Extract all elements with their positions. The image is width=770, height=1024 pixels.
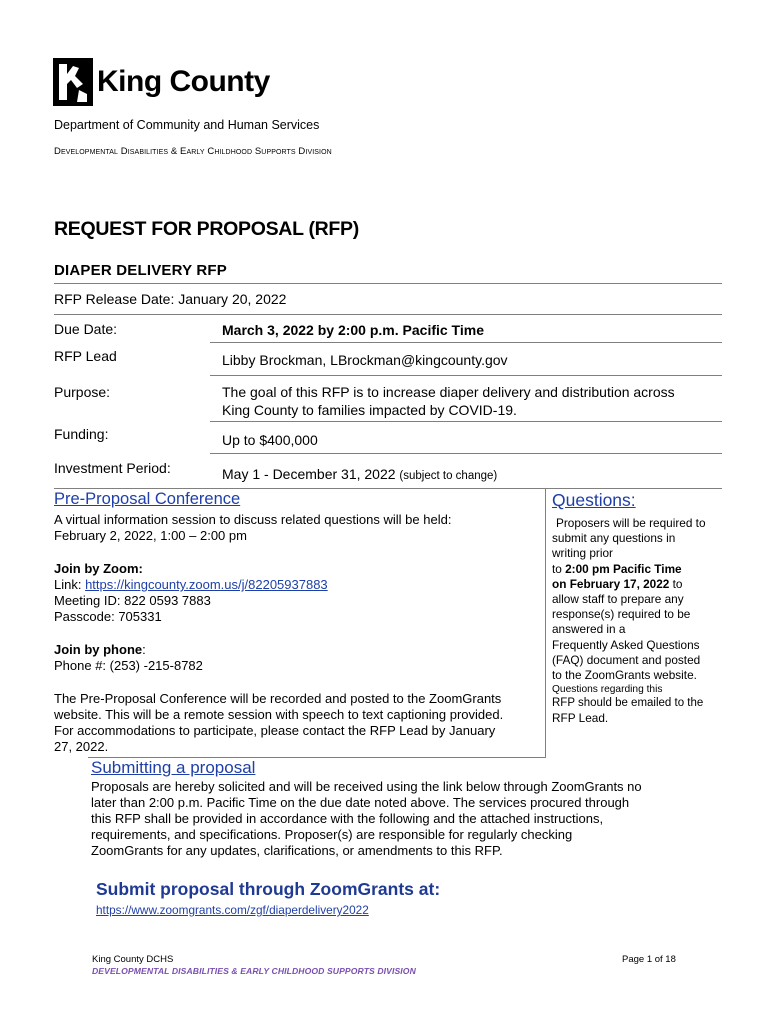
- recording-note-4: 27, 2022.: [54, 739, 109, 754]
- king-county-logo: [53, 58, 273, 106]
- pre-proposal-intro-1: A virtual information session to discuss related questions will be held:: [54, 512, 452, 527]
- divider: [210, 342, 722, 343]
- submitting-paragraph-1: Proposals are hereby solicited and will be received using the link below through ZoomGrants no: [91, 779, 642, 794]
- king-county-emblem-icon: [53, 58, 93, 106]
- questions-line: writing prior: [552, 546, 613, 561]
- questions-line: response(s) required to be: [552, 607, 691, 622]
- division-name: Developmental Disabilities & Early Childhood Supports Division: [54, 146, 332, 157]
- funding-value: Up to $400,000: [222, 432, 318, 448]
- release-date: RFP Release Date: January 20, 2022: [54, 291, 287, 307]
- divider: [54, 314, 722, 315]
- questions-line: RFP Lead.: [552, 711, 609, 726]
- questions-deadline-time: 2:00 pm Pacific Time: [565, 561, 682, 576]
- divider: [54, 488, 722, 489]
- questions-line: [552, 562, 722, 577]
- questions-line: Frequently Asked Questions: [552, 637, 700, 652]
- zoom-heading: Join by Zoom:: [54, 561, 143, 576]
- questions-line: Questions regarding this: [552, 684, 663, 696]
- zoom-link-row: [54, 577, 328, 593]
- zoomgrants-link[interactable]: https://www.zoomgrants.com/zgf/diaperdelivery2022: [96, 903, 369, 917]
- purpose-line-2: King County to families impacted by COVID-19.: [222, 402, 517, 418]
- phone-number: Phone #: (253) -215-8782: [54, 658, 203, 673]
- due-date-value: March 3, 2022 by 2:00 p.m. Pacific Time: [222, 322, 484, 338]
- due-date-label: Due Date:: [54, 321, 118, 337]
- recording-note-3: For accommodations to participate, please contact the RFP Lead by January: [54, 723, 496, 738]
- questions-line: submit any questions in: [552, 531, 676, 546]
- page-subtitle: DIAPER DELIVERY RFP: [54, 262, 227, 279]
- department-name: Department of Community and Human Services: [54, 118, 320, 132]
- questions-deadline-date: on February 17, 2022: [552, 576, 670, 591]
- questions-line: allow staff to prepare any: [552, 592, 684, 607]
- purpose-line-1: The goal of this RFP is to increase diaper delivery and distribution across: [222, 384, 675, 400]
- zoom-link[interactable]: https://kingcounty.zoom.us/j/82205937883: [85, 577, 328, 592]
- logo-text: King County: [97, 65, 270, 98]
- funding-label: Funding:: [54, 426, 109, 442]
- meeting-id: Meeting ID: 822 0593 7883: [54, 593, 211, 608]
- rfp-lead-label: RFP Lead: [54, 348, 117, 364]
- investment-period-note: (subject to change): [399, 470, 498, 482]
- questions-line: RFP should be emailed to the: [552, 697, 704, 710]
- purpose-label: Purpose:: [54, 384, 111, 400]
- column-divider: [545, 489, 546, 757]
- recording-note-2: website. This will be a remote session with speech to text captioning provided.: [54, 707, 504, 722]
- pre-proposal-intro-2: February 2, 2022, 1:00 – 2:00 pm: [54, 528, 247, 543]
- pre-proposal-heading: Pre-Proposal Conference: [54, 490, 241, 508]
- investment-period-label: Investment Period:: [54, 460, 171, 476]
- divider: [54, 283, 722, 284]
- questions-line: [552, 577, 722, 592]
- submit-cta-heading: Submit proposal through ZoomGrants at:: [96, 879, 441, 899]
- submitting-paragraph-2: later than 2:00 p.m. Pacific Time on the due date noted above. The services procured through: [91, 795, 630, 810]
- submitting-paragraph-3: this RFP shall be provided in accordance with the following and the attached instructions,: [91, 811, 604, 826]
- questions-text: to: [669, 576, 683, 591]
- questions-line: Proposers will be required to: [556, 516, 706, 530]
- page-title: REQUEST FOR PROPOSAL (RFP): [54, 218, 359, 240]
- phone-heading-row: [54, 642, 146, 658]
- passcode: Passcode: 705331: [54, 609, 162, 624]
- rfp-lead-value: Libby Brockman, LBrockman@kingcounty.gov: [222, 352, 508, 368]
- page-number: Page 1 of 18: [622, 954, 676, 965]
- questions-panel: [552, 490, 722, 727]
- investment-period-value: [222, 465, 722, 485]
- questions-line: answered in a: [552, 622, 626, 637]
- questions-heading: Questions:: [552, 490, 636, 510]
- recording-note-1: The Pre-Proposal Conference will be recorded and posted to the ZoomGrants: [54, 691, 502, 706]
- phone-heading-colon: :: [142, 642, 146, 657]
- footer-organization: King County DCHS: [92, 954, 174, 965]
- questions-line: (FAQ) document and posted: [552, 652, 701, 667]
- investment-period-dates: May 1 - December 31, 2022: [222, 466, 396, 482]
- submitting-heading: Submitting a proposal: [91, 758, 256, 777]
- footer-division: DEVELOPMENTAL DISABILITIES & EARLY CHILDHOOD SUPPORTS DIVISION: [92, 966, 416, 976]
- questions-line: to the ZoomGrants website.: [552, 668, 697, 683]
- divider: [210, 421, 722, 422]
- divider: [210, 453, 722, 454]
- divider: [210, 375, 722, 376]
- submitting-paragraph-4: requirements, and specifications. Proposer(s) are responsible for regularly checking: [91, 827, 573, 842]
- zoom-link-label: Link:: [54, 577, 86, 592]
- questions-text: to: [552, 561, 566, 576]
- phone-heading: Join by phone: [54, 642, 143, 657]
- submitting-paragraph-5: ZoomGrants for any updates, clarifications, or amendments to this RFP.: [91, 843, 503, 858]
